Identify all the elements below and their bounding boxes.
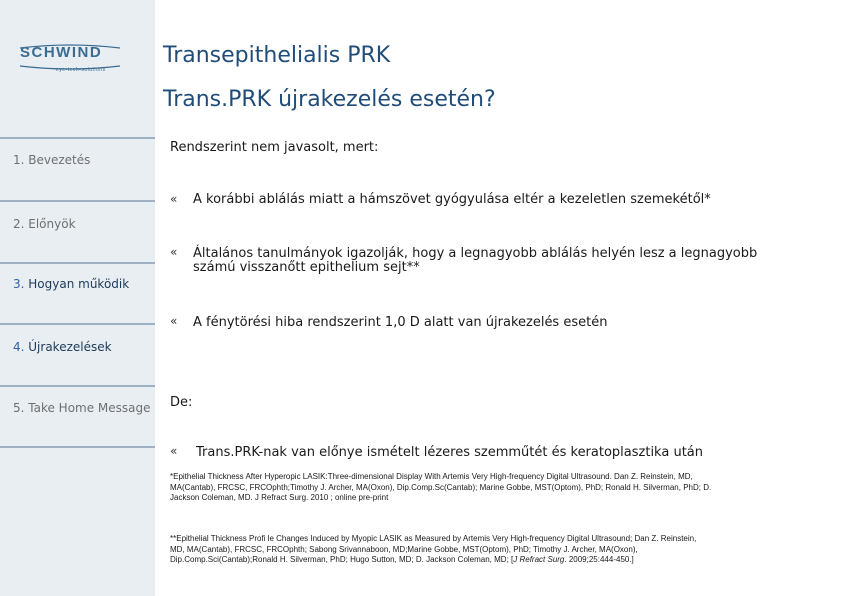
divider bbox=[0, 385, 155, 387]
bullet-text-continued: számú visszanőtt epithelium sejt** bbox=[193, 260, 420, 275]
schwind-logo bbox=[18, 44, 122, 76]
footnote-line: *Epithelial Thickness After Hyperopic LASIK:Three-dimensional Display With Artemis Very High-frequency Digital Ultrasound. Dan Z. Reinstein, MD, bbox=[170, 472, 693, 481]
bullet-icon: « bbox=[170, 444, 178, 458]
divider bbox=[0, 200, 155, 202]
logo-tagline: eye-tech-solutions bbox=[56, 67, 106, 73]
bullet-text: A fénytörési hiba rendszerint 1,0 D alatt van újrakezelés esetén bbox=[193, 315, 608, 330]
sidebar-item-bevezetes[interactable]: 1. Bevezetés bbox=[13, 153, 91, 167]
intro-text: Rendszerint nem javasolt, mert: bbox=[170, 140, 379, 155]
logo-brand: SCHWIND bbox=[20, 44, 103, 61]
divider bbox=[0, 323, 155, 325]
de-bullet-text: Trans.PRK-nak van előnye ismételt lézeres szemműtét és keratoplasztika után bbox=[196, 445, 703, 460]
divider bbox=[0, 137, 155, 139]
sidebar-item-label: Hogyan működik bbox=[24, 277, 130, 291]
footnote-segment: . 2009;25:444-450.] bbox=[564, 555, 634, 564]
sidebar-item-number: 4. bbox=[13, 340, 25, 354]
sidebar-item-number: 3. bbox=[13, 277, 25, 291]
bullet-icon: « bbox=[170, 314, 178, 328]
footnote-2 bbox=[170, 534, 830, 566]
footnote-line: Jackson Coleman, MD. J Refract Surg. 2010 ; online pre-print bbox=[170, 493, 389, 502]
bullet-text: Általános tanulmányok igazolják, hogy a legnagyobb ablálás helyén lesz a legnagyobb bbox=[193, 246, 758, 261]
sidebar-item-label: Újrakezelések bbox=[24, 340, 112, 354]
footnote-line: **Epithelial Thickness Profi le Changes Induced by Myopic LASIK as Measured by Artemis Very High-frequency Digital Ultrasound; Dan Z. Reinstein, bbox=[170, 534, 697, 543]
de-label: De: bbox=[170, 395, 193, 410]
sidebar-item-take-home[interactable]: 5. Take Home Message bbox=[13, 401, 151, 415]
footnote-line: MD, MA(Cantab), FRCSC, FRCOphth; Sabong Srivannaboon, MD;Marine Gobbe, MST(Optom), PhD; Timothy J. Archer, MA(Oxon), bbox=[170, 544, 638, 554]
footnote-line: MA(Cantab), FRCSC, FRCOphth;Timothy J. Archer, MA(Oxon), Dip.Comp.Sc(Cantab); Marine Gobbe, MST(Optom), PhD; Ronald H. Silverman, PhD; D. bbox=[170, 482, 712, 492]
sidebar-item-elonyok[interactable]: 2. Előnyök bbox=[13, 217, 76, 231]
sidebar-item-ujrakezelesek[interactable] bbox=[13, 340, 112, 354]
sidebar-item-hogyan-mukodik[interactable] bbox=[13, 277, 129, 291]
title-line-2: Trans.PRK újrakezelés esetén? bbox=[163, 87, 496, 112]
footnote-segment: Dip.Comp.Sci(Cantab);Ronald H. Silverman, PhD; Hugo Sutton, MD; D. Jackson Coleman, MD; [ bbox=[170, 555, 514, 564]
divider bbox=[0, 446, 155, 448]
title-line-1: Transepithelialis PRK bbox=[163, 43, 391, 68]
bullet-icon: « bbox=[170, 245, 178, 259]
footnote-line bbox=[170, 555, 830, 566]
bullet-icon: « bbox=[170, 192, 178, 206]
footnote-1 bbox=[170, 472, 830, 504]
bullet-text: A korábbi ablálás miatt a hámszövet gyógyulása eltér a kezeletlen szemekétől* bbox=[193, 192, 711, 207]
journal-name: J Refract Surg bbox=[513, 555, 565, 564]
page-title bbox=[163, 34, 496, 122]
divider bbox=[0, 262, 155, 264]
sidebar bbox=[0, 0, 155, 596]
